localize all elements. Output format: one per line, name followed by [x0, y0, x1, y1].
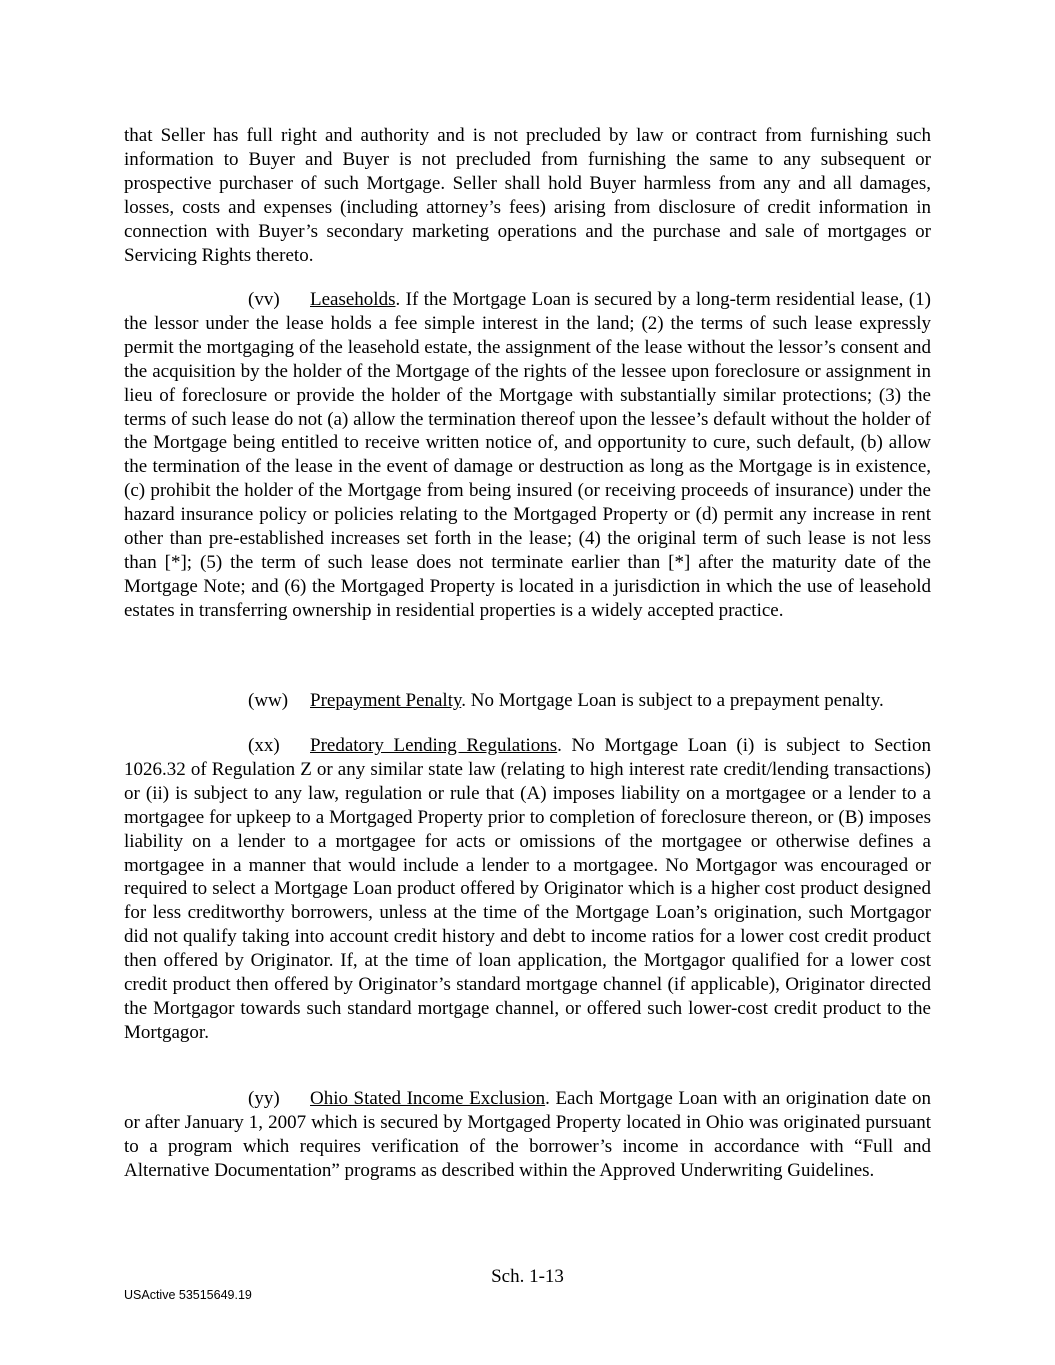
section-body: No Mortgage Loan is subject to a prepayment penalty.: [466, 690, 884, 711]
section-label: (vv): [248, 289, 280, 310]
paragraph-intro: that Seller has full right and authority and is not precluded by law or contract from furnishing such information to Buyer and Buyer is not precluded from furnishing the same to any subsequent or prospective purchaser of such Mortgage. Seller shall hold Buyer harmless from any and all damages, losses, costs and expenses (including attorney’s fees) arising from disclosure of credit information in connection with Buyer’s secondary marketing operations and the purchase and sale of mortgages or Servicing Rights thereto.: [124, 125, 931, 266]
page-number: Sch. 1-13: [491, 1266, 564, 1287]
section-heading: Leaseholds: [310, 289, 396, 310]
section-label: (yy): [248, 1088, 280, 1109]
section-body: No Mortgage Loan (i) is subject to Section 1026.32 of Regulation Z or any similar state law (relating to high interest rate credit/lending transactions) or (ii) is subject to any law, regulation or rule that (A) imposes liability on a mortgagee or a lender to a mortgagee for upkeep to a Mortgaged Property prior to completion of foreclosure thereon, or (B) imposes liability on a lender to a mortgagee for acts or omissions of the mortgagee or otherwise defines a mortgagee in a manner that would include a lender to a mortgagee. No Mortgagor was encouraged or required to select a Mortgage Loan product offered by Originator which is a higher cost product designed for less creditworthy borrowers, unless at the time of the Mortgage Loan’s origination, such Mortgagor did not qualify taking into account credit history and debt to income ratios for a lower cost credit product then offered by Originator. If, at the time of loan application, the Mortgagor qualified for a lower cost credit product then offered by Originator’s standard mortgage channel (if applicable), Originator directed the Mortgagor towards such standard mortgage channel, or offered such lower-cost credit product to the Mortgagor.: [124, 735, 931, 1043]
section-xx: (xx) Predatory Lending Regulations. No Mortgage Loan (i) is subject to Section 1026.32 of Regulation Z or any similar state law (relating to high interest rate credit/lending transactions) or (ii) is subject to any law, regulation or rule that (A) imposes liability on a mortgagee or a lender to a mortgagee for upkeep to a Mortgaged Property prior to completion of foreclosure thereon, or (B) imposes liability on a lender to a mortgagee for acts or omissions of the mortgagee or otherwise defines a mortgagee in a manner that would include a lender to a mortgagee. No Mortgagor was encouraged or required to select a Mortgage Loan product offered by Originator which is a higher cost product designed for less creditworthy borrowers, unless at the time of the Mortgage Loan’s origination, such Mortgagor did not qualify taking into account credit history and debt to income ratios for a lower cost credit product then offered by Originator. If, at the time of loan application, the Mortgagor qualified for a lower cost credit product then offered by Originator’s standard mortgage channel (if applicable), Originator directed the Mortgagor towards such standard mortgage channel, or offered such lower-cost credit product to the Mortgagor.: [124, 735, 931, 1043]
section-yy: (yy) Ohio Stated Income Exclusion. Each Mortgage Loan with an origination date on or after January 1, 2007 which is secured by Mortgaged Property located in Ohio was originated pursuant to a program which requires verification of the borrower’s income in accordance with “Full and Alternative Documentation” programs as described within the Approved Underwriting Guidelines.: [124, 1088, 931, 1181]
section-vv: (vv) Leaseholds. If the Mortgage Loan is secured by a long-term residential lease, (1) the lessor under the lease holds a fee simple interest in the land; (2) the terms of such lease expressly permit the mortgaging of the leasehold estate, the assignment of the lease without the lessor’s consent and the acquisition by the holder of the Mortgage of the rights of the lessee upon foreclosure or assignment in lieu of foreclosure or provide the holder of the Mortgage with substantially similar protections; (3) the terms of such lease do not (a) allow the termination thereof upon the lessee’s default without the holder of the Mortgage being entitled to receive written notice of, and opportunity to cure, such default, (b) allow the termination of the lease in the event of damage or destruction as long as the Mortgage is in existence, (c) prohibit the holder of the Mortgage from being insured (or receiving proceeds of insurance) under the hazard insurance policy or policies relating to the Mortgaged Property or (d) permit any increase in rent other than pre-established increases set forth in the lease; (4) the original term of such lease is not less than [*]; (5) the term of such lease does not terminate earlier than [*] after the maturity date of the Mortgage Note; and (6) the Mortgaged Property is located in a jurisdiction in which the use of leasehold estates in transferring ownership in residential properties is a widely accepted practice.: [124, 289, 931, 621]
section-label: (xx): [248, 735, 280, 756]
section-body: If the Mortgage Loan is secured by a long-term residential lease, (1) the lessor under the lease holds a fee simple interest in the land; (2) the terms of such lease expressly permit the mortgaging of the leasehold estate, the assignment of the lease without the lessor’s consent and the acquisition by the holder of the Mortgage of the rights of the lessee upon foreclosure or assignment in lieu of foreclosure or provide the holder of the Mortgage with substantially similar protections; (3) the terms of such lease do not (a) allow the termination thereof upon the lessee’s default without the holder of the Mortgage being entitled to receive written notice of, and opportunity to cure, such default, (b) allow the termination of the lease in the event of damage or destruction as long as the Mortgage is in existence, (c) prohibit the holder of the Mortgage from being insured (or receiving proceeds of insurance) under the hazard insurance policy or policies relating to the Mortgaged Property or (d) permit any increase in rent other than pre-established increases set forth in the lease; (4) the original term of such lease is not less than [*]; (5) the term of such lease does not terminate earlier than [*] after the maturity date of the Mortgage Note; and (6) the Mortgaged Property is located in a jurisdiction in which the use of leasehold estates in transferring ownership in residential properties is a widely accepted practice.: [124, 289, 931, 621]
section-body: Each Mortgage Loan with an origination date on or after January 1, 2007 which is secured by Mortgaged Property located in Ohio was originated pursuant to a program which requires verification of the borrower’s income in accordance with “Full and Alternative Documentation” programs as described within the Approved Underwriting Guidelines.: [124, 1088, 931, 1181]
document-id: USActive 53515649.19: [124, 1288, 252, 1302]
section-heading: Ohio Stated Income Exclusion: [310, 1088, 546, 1109]
section-label: (ww): [248, 690, 289, 711]
section-ww: (ww) Prepayment Penalty. No Mortgage Loan is subject to a prepayment penalty.: [248, 690, 884, 711]
section-heading: Predatory Lending Regulations: [310, 735, 558, 756]
section-heading: Prepayment Penalty: [310, 690, 462, 711]
